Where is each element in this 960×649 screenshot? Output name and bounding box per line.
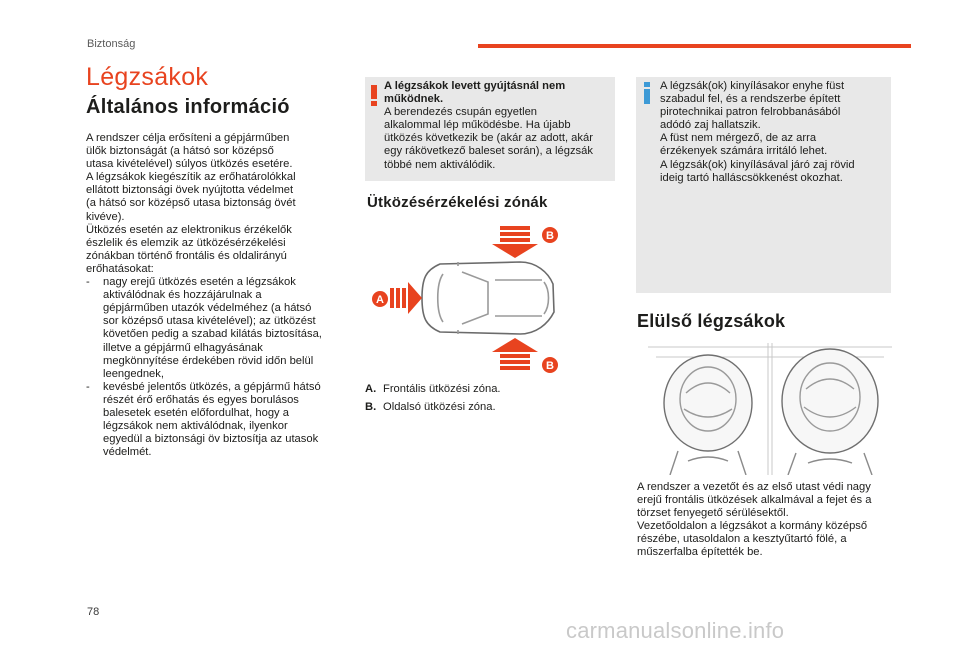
text-line: egy rákövetkező baleset során), a légzsák <box>384 145 593 158</box>
zone-marker-b-top <box>542 227 558 243</box>
info-text <box>660 80 888 185</box>
text-line: A légzsákok kiegészítik az erőhatárolókkal <box>86 171 296 184</box>
text-line: zónákban történő frontális és oldalirányú <box>86 249 287 262</box>
text-line: balesetek esetén előfordulhat, hogy a <box>103 406 289 419</box>
text-line: A légzsák(ok) kinyílásával járó zaj rövid <box>660 158 855 171</box>
text-line: ellátott biztonsági övek nyújtotta védelmet <box>86 184 294 197</box>
text-line: részét érő erőhatás és egyes borulásos <box>103 393 299 406</box>
text-line: erejű frontális ütközések alkalmával a fejet és a <box>637 494 872 507</box>
text-line: ülők biztonságát (a hátsó sor középső <box>86 145 274 158</box>
text-line: erőhatásokat: <box>86 262 154 275</box>
text-line: illetve a gépjármű elhagyásának <box>103 341 263 354</box>
text-line: A rendszer célja erősíteni a gépjárműben <box>86 132 290 144</box>
text-line: kevésbé jelentős ütközés, a gépjármű hátsó <box>103 380 321 393</box>
warning-title-line: A légzsákok levett gyújtásnál nem <box>384 80 566 92</box>
legend-item-b <box>365 401 496 414</box>
text-line: aktiválódnak és hozzájárulnak a <box>103 289 262 302</box>
front-airbags-text <box>637 481 895 560</box>
crash-zones-diagram <box>370 222 565 374</box>
warning-icon <box>371 85 377 105</box>
legend-text: Oldalsó ütközési zóna. <box>383 401 496 413</box>
list-item <box>86 276 348 381</box>
section-heading-general: Általános információ <box>86 96 290 118</box>
text-line: A légzsák(ok) kinyílásakor enyhe füst <box>660 80 845 92</box>
text-line: védelmét. <box>103 446 152 459</box>
section-label: Biztonság <box>87 38 136 50</box>
page-number: 78 <box>87 606 100 618</box>
zone-marker-b-bottom <box>542 357 558 373</box>
warning-text <box>384 80 612 172</box>
text-line: Ütközés esetén az elektronikus érzékelők <box>86 223 292 236</box>
zone-marker-a <box>372 291 388 307</box>
text-line: légzsákok nem aktiválódnak, ilyenkor <box>103 420 288 433</box>
text-line: törzset fenyegető sérülésektől. <box>637 507 789 520</box>
text-line: (a hátsó sor középső utasa biztonság övét <box>86 197 296 210</box>
section-heading-front-airbags: Elülső légzsákok <box>637 311 786 331</box>
legend-text: Frontális ütközési zóna. <box>383 383 501 395</box>
watermark: carmanualsonline.info <box>566 618 785 643</box>
text-line: többé nem aktiválódik. <box>384 158 496 171</box>
front-impact-arrow-icon <box>390 282 422 314</box>
list-dash: - <box>86 380 90 393</box>
text-line: kivéve). <box>86 210 125 223</box>
section-heading-zones: Ütközésérzékelési zónák <box>367 194 548 211</box>
text-line: pirotechnikai patron felrobbanásából <box>660 106 841 119</box>
warning-title-line: működnek. <box>384 93 444 106</box>
text-line: részébe, utasoldalon a kesztyűtartó fölé, a <box>637 533 847 546</box>
front-airbags-illustration <box>648 343 892 475</box>
car-outline-icon <box>422 262 554 334</box>
text-line: ütközés következik be (akár az adott, akár <box>384 132 593 145</box>
text-line: utasa kivételével) súlyos ütközés esetére. <box>86 158 293 171</box>
text-line: A füst nem mérgező, de az arra <box>660 132 817 145</box>
text-line: gépjárműben utazók védelméhez (a hátsó <box>103 302 312 315</box>
text-line: alkalommal lép működésbe. Ha újabb <box>384 119 571 132</box>
list-dash: - <box>86 276 90 289</box>
page-title: Légzsákok <box>86 63 209 91</box>
text-line: követően pedig a szabad kilátás biztosítása, <box>103 328 322 341</box>
text-line: műszerfalba építették be. <box>637 546 763 559</box>
legend-key: B. <box>365 401 377 413</box>
info-icon <box>644 82 650 104</box>
general-info-text <box>86 132 348 459</box>
text-line: érzékenyek számára irritáló lehet. <box>660 145 828 158</box>
zone-marker-b-top-label: B <box>546 230 554 242</box>
text-line: nagy erejű ütközés esetén a légzsákok <box>103 276 296 289</box>
list-item <box>86 381 348 460</box>
text-line: sor középső utasa kivételével); az ütközést <box>103 315 316 328</box>
text-line: A rendszer a vezetőt és az első utast védi nagy <box>637 481 871 493</box>
legend-item-a <box>365 383 501 396</box>
text-line: szabadul fel, és a rendszerbe épített <box>660 93 841 106</box>
text-line: megkönnyítése érdekében rövid időn belül <box>103 354 314 367</box>
text-line: adódó zaj hallatszik. <box>660 119 761 132</box>
side-impact-bottom-arrow-icon <box>492 338 538 370</box>
header-accent-bar <box>478 44 911 48</box>
legend-key: A. <box>365 383 377 395</box>
side-impact-top-arrow-icon <box>492 226 538 258</box>
text-line: észlelik és elemzik az ütközésérzékelési <box>86 236 286 249</box>
text-line: ideig tartó halláscsökkenést okozhat. <box>660 171 843 184</box>
text-line: Vezetőoldalon a légzsákot a kormány középső <box>637 520 868 533</box>
text-line: egyedül a biztonsági öv biztosítja az utasok <box>103 433 319 446</box>
zone-marker-b-bottom-label: B <box>546 360 554 372</box>
text-line: leengednek, <box>103 367 164 380</box>
zone-marker-a-label: A <box>376 294 384 306</box>
text-line: A berendezés csupán egyetlen <box>384 106 538 119</box>
